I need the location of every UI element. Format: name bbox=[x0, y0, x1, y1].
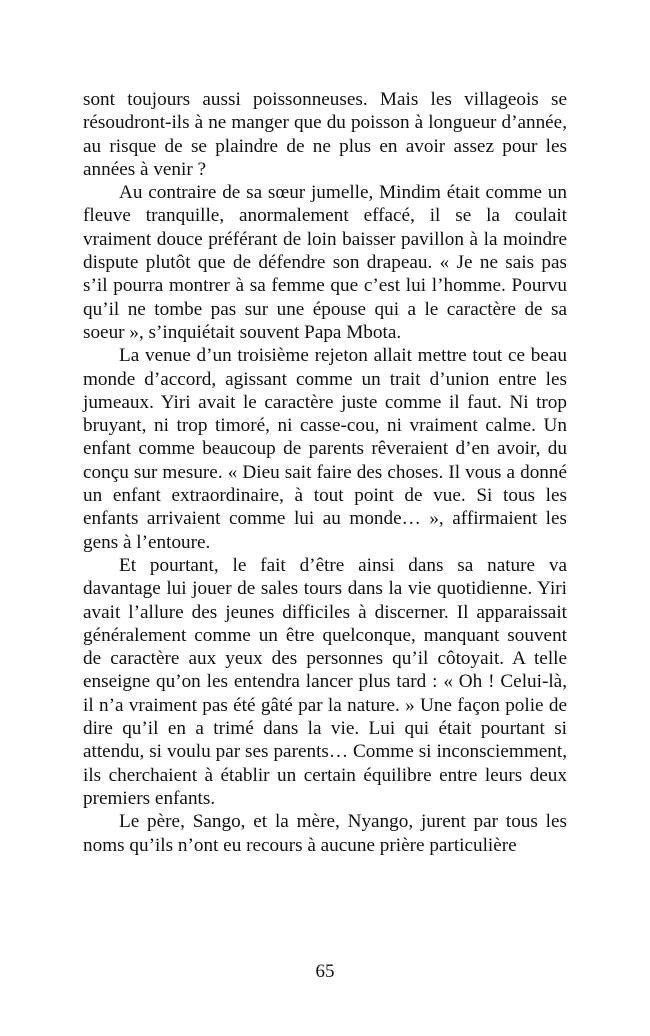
paragraph-yiri-birth: La venue d’un troisième rejeton allait mettre tout ce beau monde d’accord, agissant comme un trait d’union entre les jumeaux. Yiri avait le caractère juste comme il faut. Ni trop bruyant, ni trop timoré, ni casse-cou, ni vraiment calme. Un enfant comme beaucoup de parents rêveraient d’en avoir, du conçu sur mesure. « Dieu sait faire des choses. Il vous a donné un enfant extraordinaire, à tout point de vue. Si tous les enfants arrivaient comme lui au monde… », affirmaient les gens à l’entoure. bbox=[83, 345, 567, 553]
body-text bbox=[83, 88, 567, 857]
paragraph-mindim: Au contraire de sa sœur jumelle, Mindim était comme un fleuve tranquille, anormalement effacé, il se la coulait vraiment douce préférant de loin baisser pavillon à la moindre dispute plutôt que de défendre son drapeau. « Je ne sais pas s’il pourra montrer à sa femme que c’est lui l’homme. Pourvu qu’il ne tombe pas sur une épouse qui a le caractère de sa soeur », s’inquiétait souvent Papa Mbota. bbox=[83, 182, 567, 343]
page-number: 65 bbox=[315, 961, 335, 982]
paragraph-continued: sont toujours aussi poissonneuses. Mais les villageois se résoudront-ils à ne manger que du poisson à longueur d’année, au risque de se plaindre de ne plus en avoir assez pour les années à venir ? bbox=[83, 89, 567, 180]
paragraph-parents: Le père, Sango, et la mère, Nyango, jurent par tous les noms qu’ils n’ont eu recours à aucune prière particulière bbox=[83, 811, 567, 856]
paragraph-yiri-nature: Et pourtant, le fait d’être ainsi dans sa nature va davantage lui jouer de sales tours dans la vie quotidienne. Yiri avait l’allure des jeunes difficiles à discerner. Il apparaissait généralement comme un être quelconque, manquant souvent de caractère aux yeux des personnes qu’il côtoyait. A telle enseigne qu’on les entendra lancer plus tard : « Oh ! Celui-là, il n’a vraiment pas été gâté par la nature. » Une façon polie de dire qu’il en a trimé dans la vie. Lui qui était pourtant si attendu, si voulu par ses parents… Comme si inconsciemment, ils cherchaient à établir un certain équilibre entre leurs deux premiers enfants. bbox=[83, 554, 567, 809]
